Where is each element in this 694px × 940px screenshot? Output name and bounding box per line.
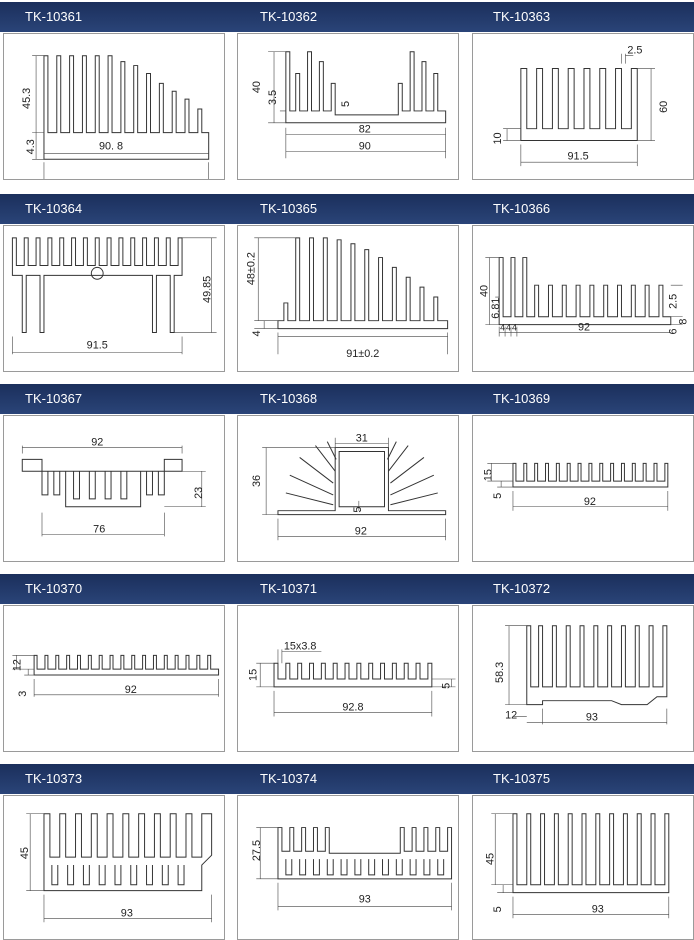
dim-label: 5 (440, 682, 453, 689)
dim-label: 3.5 (266, 89, 279, 106)
dim-label: 15 (247, 668, 260, 681)
dim-label: 2.5 (667, 293, 680, 309)
dim-label: 6 (667, 328, 680, 335)
dim-label: 4 (511, 322, 517, 333)
dim-label: 6.81 (490, 297, 503, 319)
dim-label: 4.3 (25, 139, 38, 155)
dim-label: 5 (492, 906, 505, 913)
dim-label: 15x3.8 (283, 640, 317, 653)
dim-label: 8 (677, 318, 690, 325)
dim-label: 27.5 (251, 840, 264, 862)
dim-label: 60 (657, 100, 670, 113)
product-code: TK-10367 (25, 391, 83, 406)
dim-label: 49.85 (201, 275, 214, 303)
profile-drawing (472, 225, 694, 372)
dim-label: 93 (358, 893, 371, 906)
dim-label: 4 (506, 322, 511, 333)
dim-label: 92 (91, 436, 104, 449)
dim-label: 93 (591, 903, 604, 916)
dim-label: 58.3 (494, 661, 507, 683)
dim-label: 10 (492, 132, 505, 145)
profile-drawing (472, 33, 694, 180)
dim-label: 4 (500, 322, 506, 333)
dim-label: 90. 8 (98, 140, 124, 153)
product-code: TK-10362 (260, 9, 318, 24)
dim-label: 92.8 (342, 701, 364, 714)
profile-drawing (3, 225, 225, 372)
dim-label: 45 (19, 847, 32, 860)
dim-label: 4 (251, 330, 264, 337)
dim-label: 45.3 (21, 87, 34, 109)
dim-label: 91±0.2 (346, 348, 380, 361)
product-code: TK-10371 (260, 581, 318, 596)
product-code: TK-10374 (260, 771, 318, 786)
product-code: TK-10363 (493, 9, 551, 24)
product-code: TK-10364 (25, 201, 83, 216)
dim-label: 92 (124, 683, 137, 696)
dim-label: 48±0.2 (245, 252, 258, 286)
product-code: TK-10373 (25, 771, 83, 786)
profile-drawing (3, 415, 225, 562)
product-code: TK-10368 (260, 391, 318, 406)
row-header-band (0, 2, 694, 32)
dim-label: 40 (251, 81, 264, 94)
dim-label: 23 (192, 486, 205, 499)
row-header-band (0, 574, 694, 604)
dim-label: 90 (358, 140, 371, 153)
dim-label: 3 (17, 690, 30, 697)
product-code: TK-10375 (493, 771, 551, 786)
dim-label: 76 (93, 523, 106, 536)
product-code: TK-10370 (25, 581, 83, 596)
profile-drawing (237, 415, 459, 562)
row-header-band (0, 194, 694, 224)
profile-drawing (3, 605, 225, 752)
dim-label: 12 (505, 709, 518, 722)
profile-drawing (237, 225, 459, 372)
dim-label: 92 (354, 525, 367, 538)
profile-drawing (3, 795, 225, 940)
dim-label: 45 (484, 852, 497, 866)
profile-drawing (472, 795, 694, 940)
profile-drawing (472, 415, 694, 562)
dim-label: 5 (339, 100, 352, 107)
profile-drawing (237, 795, 459, 940)
dim-label: 36 (251, 474, 264, 488)
dim-label: 91.5 (86, 339, 108, 352)
dim-label: 5 (351, 506, 364, 513)
profile-drawing (472, 605, 694, 752)
product-code: TK-10369 (493, 391, 551, 406)
profile-drawing (3, 33, 225, 180)
dim-label: 93 (120, 907, 133, 920)
dim-label: 31 (355, 432, 368, 445)
profile-drawing (237, 33, 459, 180)
dim-label: 91.5 (567, 150, 589, 163)
product-code: TK-10365 (260, 201, 318, 216)
dim-label: 82 (358, 123, 371, 136)
row-header-band (0, 764, 694, 794)
product-code: TK-10361 (25, 9, 83, 24)
product-code: TK-10372 (493, 581, 551, 596)
dim-label: 40 (478, 284, 491, 298)
dim-label: 93 (585, 711, 598, 724)
product-code: TK-10366 (493, 201, 551, 216)
dim-label: 92 (577, 321, 591, 334)
profile-drawing (237, 605, 459, 752)
row-header-band (0, 384, 694, 414)
dim-label: 2.5 (627, 44, 643, 57)
dim-label: 5 (492, 492, 505, 499)
dim-label: 92 (583, 495, 596, 508)
dim-label: 15 (482, 469, 495, 482)
dim-label: 12 (11, 659, 24, 672)
